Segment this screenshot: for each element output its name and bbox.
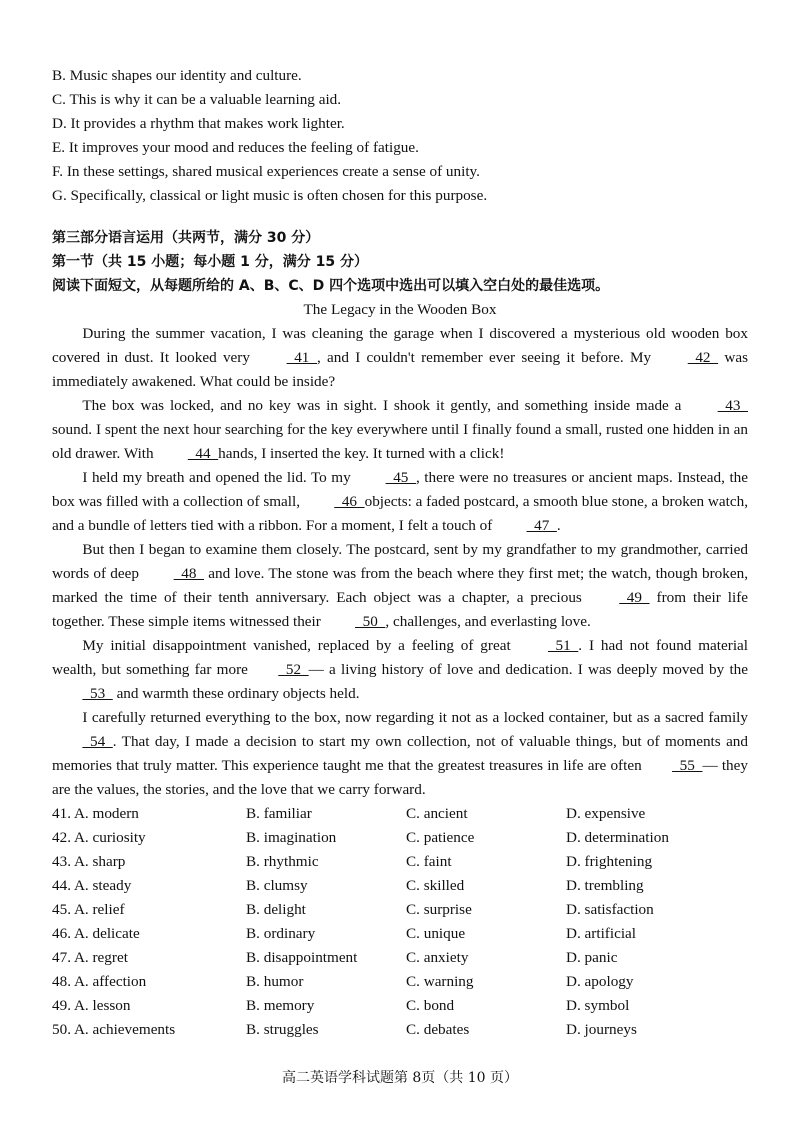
page-footer: 高二英语学科试题第 8页（共 10 页） — [281, 1070, 519, 1086]
passage-text: was immediately awakened. What could be inside? — [52, 349, 748, 390]
question-row — [52, 874, 748, 898]
passage-text: . That day, I made a decision to start my own collection, not of valuable things, but of moments and memories that truly matter. This experience taught me that the greatest treasures in life are often — [52, 733, 748, 774]
blank-50: 50 — [355, 613, 386, 630]
question-option: D. satisfaction — [566, 901, 654, 918]
option-e: E. It improves your mood and reduces the feeling of fatigue. — [52, 139, 419, 156]
passage-text: During the summer vacation, I was cleaning the garage when I discovered a mysterious old wooden box covered in dust. It looked very — [52, 325, 748, 366]
question-option: B. clumsy — [246, 877, 308, 894]
passage-title: The Legacy in the Wooden Box — [303, 301, 497, 318]
passage-text: — a living history of love and dedication. I was deeply moved by the — [308, 661, 749, 678]
option-d: D. It provides a rhythm that makes work lighter. — [52, 115, 345, 132]
question-option: 46. A. delicate — [52, 925, 140, 942]
passage-text: I carefully returned everything to the box, now regarding it not as a locked container, but as a sacred family — [82, 709, 748, 726]
blank-43: 43 — [717, 397, 748, 414]
passage-text: , and I couldn't remember ever seeing it before. My — [316, 349, 658, 366]
question-option: C. ancient — [406, 805, 468, 822]
option-f: F. In these settings, shared musical experiences create a sense of unity. — [52, 163, 480, 180]
blank-41: 41 — [286, 349, 317, 366]
blank-44: 44 — [187, 445, 219, 462]
blank-49: 49 — [619, 589, 650, 606]
passage-text: and warmth these ordinary objects held. — [112, 685, 360, 702]
passage-text: sound. I spent the next hour searching for the key everywhere until I finally found a small, rusted one hidden in an old drawer. With — [52, 421, 748, 462]
question-option: 48. A. affection — [52, 973, 147, 990]
sub-title: 第一节（共 15 小题；每小题 1 分，满分 15 分） — [52, 254, 368, 270]
question-row — [52, 826, 748, 850]
passage-text: . — [556, 517, 561, 534]
question-option: C. warning — [406, 973, 474, 990]
blank-45: 45 — [385, 469, 416, 486]
question-option: 47. A. regret — [52, 949, 128, 966]
question-option: C. anxiety — [406, 949, 469, 966]
question-option: C. faint — [406, 853, 452, 870]
blank-55: 55 — [672, 757, 703, 774]
question-option: B. humor — [246, 973, 304, 990]
question-option: C. surprise — [406, 901, 472, 918]
previous-options-list — [52, 64, 748, 208]
passage-text: , there were no treasures or ancient maps. Instead, the box was filled with a collection of small, — [52, 469, 748, 510]
question-row — [52, 898, 748, 922]
blank-52: 52 — [278, 661, 309, 678]
passage-text: from their life together. These simple items witnessed their — [52, 589, 749, 630]
question-row — [52, 1018, 748, 1042]
question-option: D. trembling — [566, 877, 644, 894]
passage-text: . I had not found material wealth, but something far more — [52, 637, 748, 678]
question-option: B. disappointment — [246, 949, 358, 966]
question-option: D. symbol — [566, 997, 630, 1014]
question-option: 49. A. lesson — [52, 997, 131, 1014]
passage-text: My initial disappointment vanished, replaced by a feeling of great — [82, 637, 518, 654]
question-option: D. journeys — [566, 1021, 637, 1038]
passage-text: I held my breath and opened the lid. To my — [82, 469, 356, 486]
blank-47: 47 — [526, 517, 557, 534]
passage-paragraph — [52, 538, 748, 634]
question-option: D. expensive — [566, 805, 646, 822]
question-option: D. panic — [566, 949, 618, 966]
question-option: D. artificial — [566, 925, 636, 942]
passage-paragraph — [52, 322, 748, 394]
question-row — [52, 802, 748, 826]
question-option: C. debates — [406, 1021, 470, 1038]
question-option: B. imagination — [246, 829, 337, 846]
question-option: C. patience — [406, 829, 475, 846]
passage-text: The box was locked, and no key was in sight. I shook it gently, and something inside made a — [82, 397, 688, 414]
question-option: B. ordinary — [246, 925, 316, 942]
question-row — [52, 994, 748, 1018]
blank-54: 54 — [82, 733, 113, 750]
question-option: B. struggles — [246, 1021, 319, 1038]
question-option: B. memory — [246, 997, 315, 1014]
exam-page — [52, 64, 748, 1042]
question-option: 43. A. sharp — [52, 853, 126, 870]
question-option: 50. A. achievements — [52, 1021, 176, 1038]
question-option: C. bond — [406, 997, 455, 1014]
question-row — [52, 946, 748, 970]
passage-text: But then I began to examine them closely. The postcard, sent by my grandfather to my grandmother, carried words of deep — [52, 541, 748, 582]
question-list — [52, 802, 748, 1042]
passage-text: objects: a faded postcard, a smooth blue stone, a broken watch, and a bundle of letters tied with a ribbon. For a moment, I felt a touch of — [52, 493, 748, 534]
option-c: C. This is why it can be a valuable learning aid. — [52, 91, 342, 108]
question-option: B. familiar — [246, 805, 312, 822]
question-row — [52, 970, 748, 994]
passage-text: and love. The stone was from the beach where they first met; the watch, though broken, marked the time of their tenth anniversary. Each object was a chapter, a precious — [52, 565, 748, 606]
passage-paragraph — [52, 634, 748, 706]
passage-paragraph — [52, 394, 748, 466]
passage-paragraph — [52, 706, 748, 802]
question-option: C. unique — [406, 925, 466, 942]
question-option: 41. A. modern — [52, 805, 139, 822]
question-option: 44. A. steady — [52, 877, 132, 894]
question-option: B. delight — [246, 901, 306, 918]
blank-53: 53 — [82, 685, 113, 702]
question-row — [52, 850, 748, 874]
passage-text: — they are the values, the stories, and the love that we carry forward. — [52, 757, 748, 798]
question-option: D. apology — [566, 973, 634, 990]
blank-42: 42 — [687, 349, 719, 366]
option-b: B. Music shapes our identity and culture. — [52, 67, 302, 84]
question-option: D. frightening — [566, 853, 653, 870]
part-title: 第三部分语言运用（共两节，满分 30 分） — [52, 230, 320, 246]
option-g: G. Specifically, classical or light music is often chosen for this purpose. — [52, 187, 488, 204]
question-option: C. skilled — [406, 877, 465, 894]
question-option: 45. A. relief — [52, 901, 125, 918]
passage-body — [52, 322, 748, 802]
question-option: D. determination — [566, 829, 669, 846]
passage-text: hands, I inserted the key. It turned with a click! — [218, 445, 505, 462]
instruction: 阅读下面短文，从每题所给的 A、B、C、D 四个选项中选出可以填入空白处的最佳选项。 — [52, 278, 610, 294]
question-option: 42. A. curiosity — [52, 829, 146, 846]
blank-51: 51 — [547, 637, 579, 654]
passage-paragraph — [52, 466, 748, 538]
passage-text: , challenges, and everlasting love. — [385, 613, 591, 630]
blank-46: 46 — [334, 493, 365, 510]
blank-48: 48 — [173, 565, 204, 582]
question-option: B. rhythmic — [246, 853, 319, 870]
question-row — [52, 922, 748, 946]
